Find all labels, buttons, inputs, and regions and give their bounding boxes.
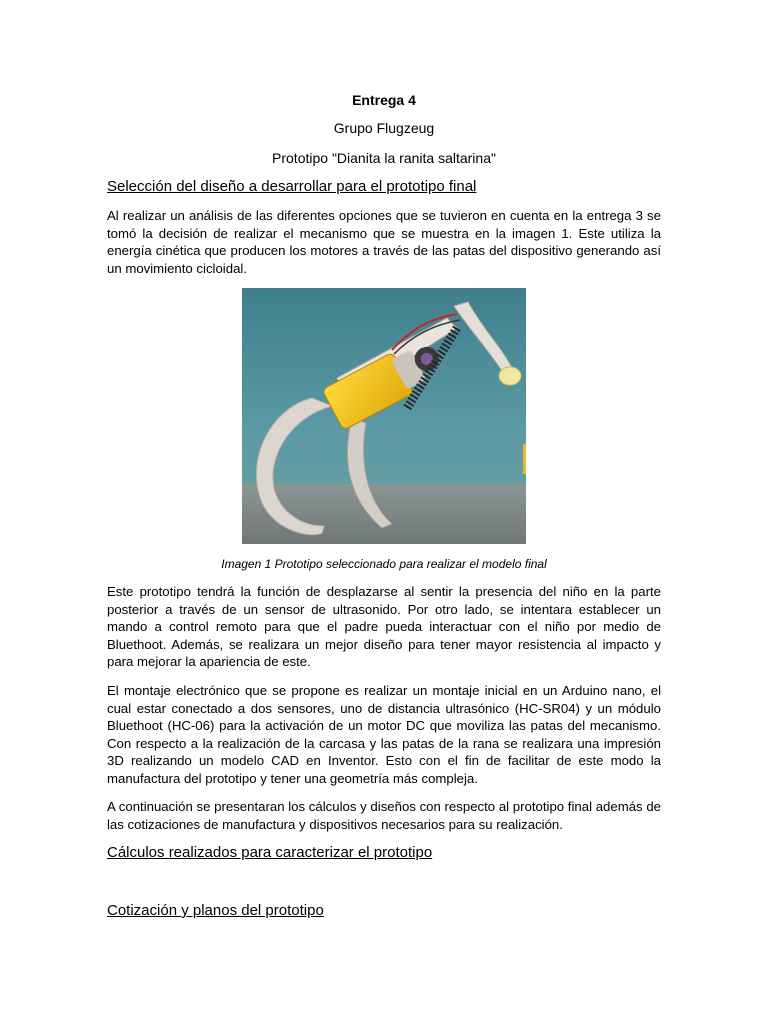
prototype-photo (242, 288, 526, 544)
paragraph-electronic-assembly: El montaje electrónico que se propone es realizar un montaje inicial en un Arduino nano, el cual estar conectado a dos sensores, uno de distancia ultrasónico (HC-SR04) y un módulo Bluethoot (HC-06) para la activación de un motor DC que moviliza las patas del mecanismo. Con respecto a la realización de la carcasa y las patas de la rana se realizara una impresión 3D realizando un modelo CAD en Inventor. Esto con el fin de facilitar de este modo la manufactura del prototipo y tener una geometría más compleja. (107, 683, 661, 786)
section-heading-quotation: Cotización y planos del prototipo (107, 902, 324, 919)
document-title: Entrega 4 (352, 92, 416, 108)
group-name: Grupo Flugzeug (333, 120, 435, 136)
paragraph-design-selection: Al realizar un análisis de las diferentes opciones que se tuvieron en cuenta en la entrega 3 se tomó la decisión de realizar el mecanismo que se muestra en la imagen 1. Este utiliza la energía cinética que producen los motores a través de las patas del dispositivo generando así un movimiento cicloidal. (107, 208, 661, 276)
paragraph-prototype-function: Este prototipo tendrá la función de desplazarse al sentir la presencia del niño en la parte posterior a través de un sensor de ultrasonido. Por otro lado, se intentara establecer un mando a control remoto para que el padre pueda interactuar con el niño por medio de Bluethoot. Además, se realizara un mejor diseño para tener mayor resistencia al impacto y para mejorar la apariencia de este. (107, 584, 661, 670)
paragraph-next-steps: A continuación se presentaran los cálculos y diseños con respecto al prototipo final además de las cotizaciones de manufactura y dispositivos necesarios para su realización. (107, 799, 661, 832)
section-heading-design-selection: Selección del diseño a desarrollar para el prototipo final (107, 178, 477, 195)
foot-ball (499, 367, 521, 385)
figure-caption: Imagen 1 Prototipo seleccionado para realizar el modelo final (221, 557, 547, 571)
prototype-name: Prototipo "Dianita la ranita saltarina" (272, 150, 496, 166)
section-heading-calculations: Cálculos realizados para caracterizar el prototipo (107, 844, 433, 861)
prototype-photo-graphic (242, 288, 526, 544)
